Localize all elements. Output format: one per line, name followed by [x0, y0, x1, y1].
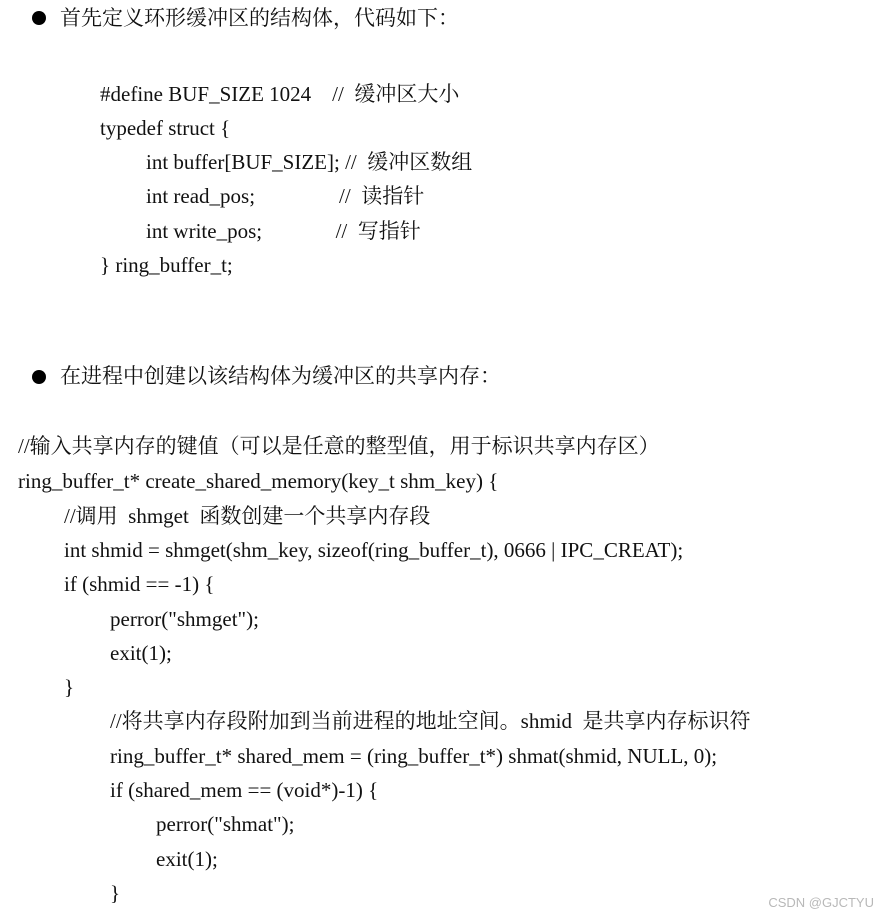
code-line: } ring_buffer_t; — [100, 253, 233, 277]
code-line: if (shared_mem == (void*)-1) { — [110, 778, 379, 802]
code-line: } — [110, 881, 121, 905]
code-line: typedef struct { — [100, 116, 231, 140]
code-line: #define BUF_SIZE 1024 // 缓冲区大小 — [100, 82, 460, 106]
code-line: perror("shmget"); — [110, 607, 259, 631]
code-line: exit(1); — [110, 641, 172, 665]
code-line: //调用 shmget 函数创建一个共享内存段 — [64, 504, 431, 528]
code-line: int buffer[BUF_SIZE]; // 缓冲区数组 — [146, 150, 473, 174]
code-line: int write_pos; // 写指针 — [146, 219, 421, 243]
code-line: ring_buffer_t* shared_mem = (ring_buffer_t*) shmat(shmid, NULL, 0); — [110, 744, 718, 768]
code-line: //将共享内存段附加到当前进程的地址空间。shmid 是共享内存标识符 — [110, 709, 751, 733]
section1-heading: 首先定义环形缓冲区的结构体，代码如下： — [60, 6, 459, 30]
code-line: //输入共享内存的键值（可以是任意的整型值，用于标识共享内存区） — [18, 434, 660, 458]
watermark: CSDN @GJCTYU — [768, 895, 874, 910]
section2-heading: 在进程中创建以该结构体为缓冲区的共享内存： — [60, 364, 501, 388]
code-line: exit(1); — [156, 847, 218, 871]
bullet-icon — [32, 370, 46, 384]
code-line: ring_buffer_t* create_shared_memory(key_t shm_key) { — [18, 469, 499, 493]
code-line: int read_pos; // 读指针 — [146, 184, 425, 208]
code-line: } — [64, 675, 75, 699]
bullet-icon — [32, 11, 46, 25]
code-line: perror("shmat"); — [156, 812, 295, 836]
code-line: if (shmid == -1) { — [64, 572, 215, 596]
code-line: int shmid = shmget(shm_key, sizeof(ring_buffer_t), 0666 | IPC_CREAT); — [64, 538, 684, 562]
